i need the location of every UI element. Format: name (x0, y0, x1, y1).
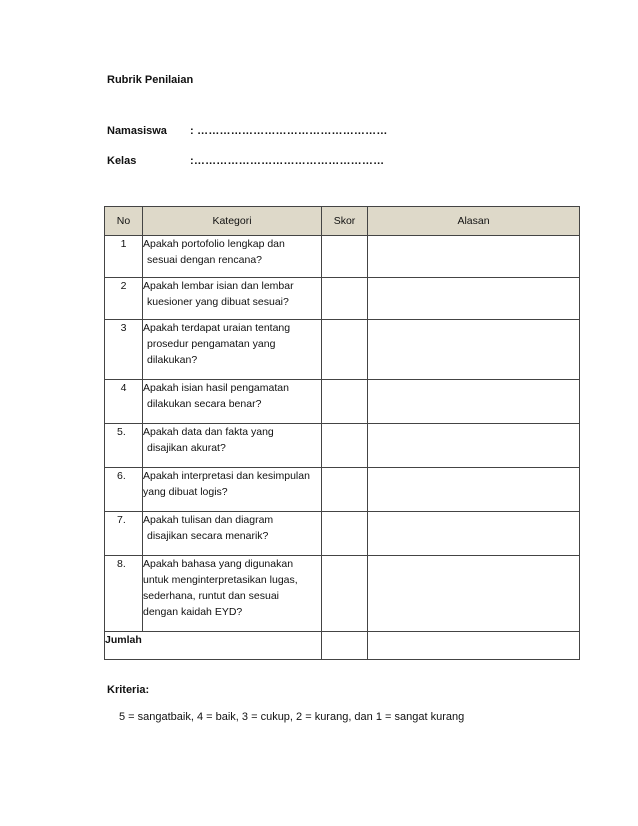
row-number: 4 (105, 380, 143, 424)
table-row (105, 236, 580, 278)
kategori-line: Apakah isian hasil pengamatan (143, 382, 289, 394)
kategori-line: Apakah bahasa yang digunakan (143, 558, 294, 570)
table-header-row (105, 207, 580, 236)
skor-cell[interactable] (322, 424, 368, 468)
alasan-cell[interactable] (368, 380, 580, 424)
kategori-line: Apakah interpretasi dan kesimpulan (143, 470, 310, 482)
row-kategori (143, 320, 322, 380)
field-value-kelas: :…………………………………………… (190, 155, 385, 167)
skor-cell[interactable] (322, 236, 368, 278)
kategori-line: yang dibuat logis? (143, 486, 228, 498)
row-number: 7. (105, 512, 143, 556)
kategori-line: disajikan akurat? (147, 442, 226, 454)
kategori-line: dengan kaidah EYD? (143, 606, 243, 618)
table-row (105, 278, 580, 320)
kategori-line: untuk menginterpretasikan lugas, (143, 574, 298, 586)
rubric-table (104, 206, 580, 660)
kategori-line: Apakah tulisan dan diagram (143, 514, 274, 526)
skor-cell[interactable] (322, 556, 368, 632)
kategori-line: Apakah terdapat uraian tentang (143, 322, 291, 334)
page-title: Rubrik Penilaian (107, 74, 194, 86)
skor-cell[interactable] (322, 380, 368, 424)
table-row (105, 468, 580, 512)
header-no: No (105, 207, 143, 236)
kategori-line: prosedur pengamatan yang (147, 338, 276, 350)
kriteria-label: Kriteria: (107, 684, 150, 696)
alasan-cell[interactable] (368, 512, 580, 556)
kategori-line: dilakukan secara benar? (147, 398, 262, 410)
kategori-line: disajikan secara menarik? (147, 530, 269, 542)
table-row (105, 320, 580, 380)
kriteria-text: 5 = sangatbaik, 4 = baik, 3 = cukup, 2 = kurang, dan 1 = sangat kurang (119, 711, 465, 723)
field-value-namasiswa: : …………………………………………… (190, 125, 388, 137)
table-footer-row (105, 632, 580, 660)
alasan-cell[interactable] (368, 236, 580, 278)
row-kategori (143, 236, 322, 278)
row-kategori (143, 278, 322, 320)
kategori-line: kuesioner yang dibuat sesuai? (147, 296, 289, 308)
row-kategori (143, 468, 322, 512)
table-row (105, 556, 580, 632)
table-row (105, 424, 580, 468)
row-number: 1 (105, 236, 143, 278)
kategori-line: sesuai dengan rencana? (147, 254, 263, 266)
row-kategori (143, 380, 322, 424)
row-number: 5. (105, 424, 143, 468)
jumlah-alasan-cell[interactable] (368, 632, 580, 660)
alasan-cell[interactable] (368, 468, 580, 512)
kategori-line: Apakah data dan fakta yang (143, 426, 274, 438)
skor-cell[interactable] (322, 278, 368, 320)
row-kategori (143, 556, 322, 632)
kategori-line: sederhana, runtut dan sesuai (143, 590, 280, 602)
alasan-cell[interactable] (368, 556, 580, 632)
row-number: 8. (105, 556, 143, 632)
jumlah-skor-cell[interactable] (322, 632, 368, 660)
table-row (105, 512, 580, 556)
header-skor: Skor (322, 207, 368, 236)
alasan-cell[interactable] (368, 424, 580, 468)
row-number: 6. (105, 468, 143, 512)
header-alasan: Alasan (368, 207, 580, 236)
skor-cell[interactable] (322, 320, 368, 380)
skor-cell[interactable] (322, 512, 368, 556)
alasan-cell[interactable] (368, 320, 580, 380)
kategori-line: dilakukan? (147, 354, 198, 366)
skor-cell[interactable] (322, 468, 368, 512)
field-label-namasiswa: Namasiswa (107, 125, 167, 137)
kategori-line: Apakah portofolio lengkap dan (143, 238, 285, 250)
alasan-cell[interactable] (368, 278, 580, 320)
row-number: 3 (105, 320, 143, 380)
row-number: 2 (105, 278, 143, 320)
table-row (105, 380, 580, 424)
row-kategori (143, 424, 322, 468)
header-kategori: Kategori (143, 207, 322, 236)
row-kategori (143, 512, 322, 556)
jumlah-label: Jumlah (105, 632, 322, 660)
field-label-kelas: Kelas (107, 155, 137, 167)
kategori-line: Apakah lembar isian dan lembar (143, 280, 294, 292)
